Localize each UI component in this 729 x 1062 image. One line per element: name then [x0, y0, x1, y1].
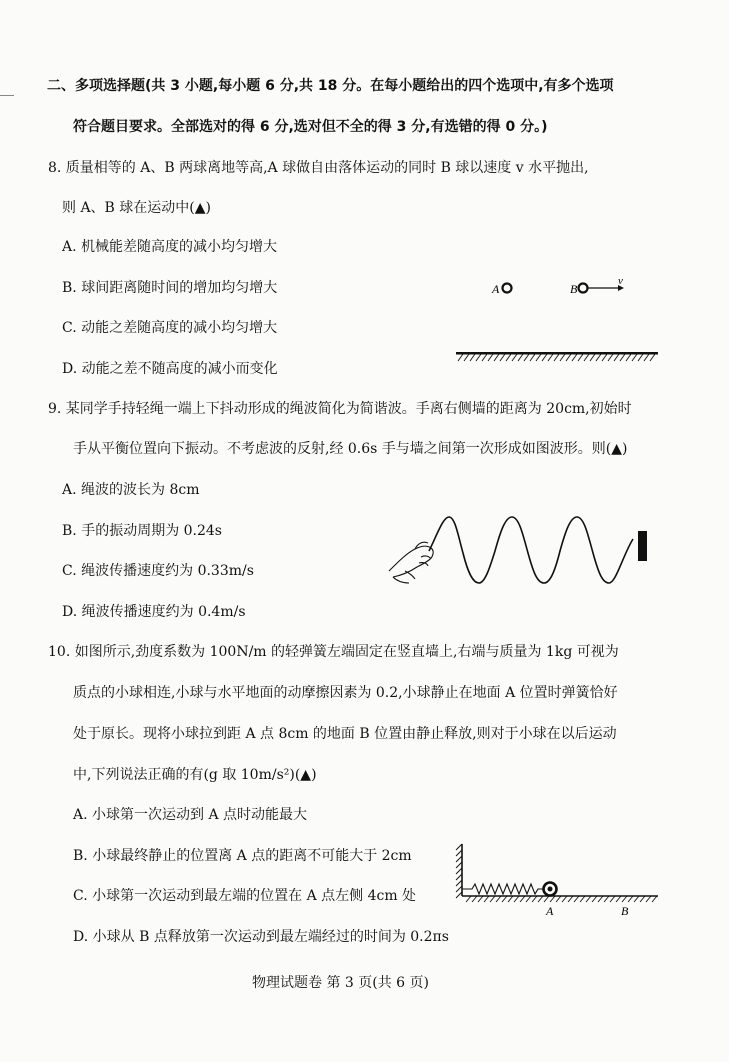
q8-stem-line1: 8. 质量相等的 A、B 两球离地等高,A 球做自由落体运动的同时 B 球以速度 v 水平抛出,	[48, 160, 589, 176]
label-ball-b: B	[570, 282, 578, 296]
ball-a	[503, 284, 512, 293]
ball	[544, 883, 557, 896]
page-footer: 物理试题卷 第 3 页(共 6 页)	[252, 975, 429, 991]
section-heading-line1: 二、多项选择题(共 3 小题,每小题 6 分,共 18 分。在每小题给出的四个选项中,有多个选项	[47, 78, 614, 94]
label-ball-a: A	[492, 282, 500, 296]
q8-figure	[450, 270, 660, 365]
q9-option-d: D. 绳波传播速度约为 0.4m/s	[62, 604, 246, 620]
q8-option-a: A. 机械能差随高度的减小均匀增大	[62, 239, 278, 255]
q9-figure	[385, 505, 655, 590]
q10-stem-line2: 质点的小球相连,小球与水平地面的动摩擦因素为 0.2,小球静止在地面 A 位置时弹簧恰好	[73, 685, 618, 701]
q10-figure	[450, 840, 665, 922]
spring	[462, 884, 543, 894]
q10-option-a: A. 小球第一次运动到 A 点时动能最大	[73, 807, 308, 823]
q10-stem-line1: 10. 如图所示,劲度系数为 100N/m 的轻弹簧左端固定在竖直墙上,右端与质量为 1kg 可视为	[48, 644, 619, 660]
label-velocity: v	[618, 275, 623, 287]
q8-stem-line2: 则 A、B 球在运动中(▲)	[62, 200, 211, 216]
q9-stem-line2: 手从平衡位置向下振动。不考虑波的反射,经 0.6s 手与墙之间第一次形成如图波形。则(▲)	[73, 441, 628, 457]
hand-icon	[389, 542, 433, 583]
q10-option-c: C. 小球第一次运动到最左端的位置在 A 点左侧 4cm 处	[73, 888, 417, 904]
q9-option-a: A. 绳波的波长为 8cm	[62, 482, 200, 498]
q10-option-b: B. 小球最终静止的位置离 A 点的距离不可能大于 2cm	[73, 848, 412, 864]
label-point-a: A	[546, 904, 554, 918]
q9-option-b: B. 手的振动周期为 0.24s	[62, 523, 222, 539]
ground	[456, 353, 658, 361]
label-point-b: B	[621, 904, 629, 918]
floor	[462, 896, 658, 902]
q8-option-c: C. 动能之差随高度的减小均匀增大	[62, 320, 278, 336]
vertical-wall	[456, 844, 462, 898]
section-heading-line2: 符合题目要求。全部选对的得 6 分,选对但不全的得 3 分,有选错的得 0 分。)	[73, 119, 548, 135]
margin-mark	[0, 95, 14, 96]
ball-b	[579, 284, 588, 293]
q8-option-d: D. 动能之差不随高度的减小而变化	[62, 361, 278, 377]
q9-option-c: C. 绳波传播速度约为 0.33m/s	[62, 563, 254, 579]
q8-option-b: B. 球间距离随时间的增加均匀增大	[62, 280, 278, 296]
q10-stem-line4: 中,下列说法正确的有(g 取 10m/s²)(▲)	[73, 767, 317, 783]
q9-stem-line1: 9. 某同学手持轻绳一端上下抖动形成的绳波简化为简谐波。手离右侧墙的距离为 20cm,初始时	[48, 401, 632, 417]
rope-wave	[429, 517, 633, 583]
q10-stem-line3: 处于原长。现将小球拉到距 A 点 8cm 的地面 B 位置由静止释放,则对于小球在以后运动	[73, 726, 617, 742]
q10-option-d: D. 小球从 B 点释放第一次运动到最左端经过的时间为 0.2πs	[73, 929, 449, 945]
wall-block	[638, 531, 647, 561]
